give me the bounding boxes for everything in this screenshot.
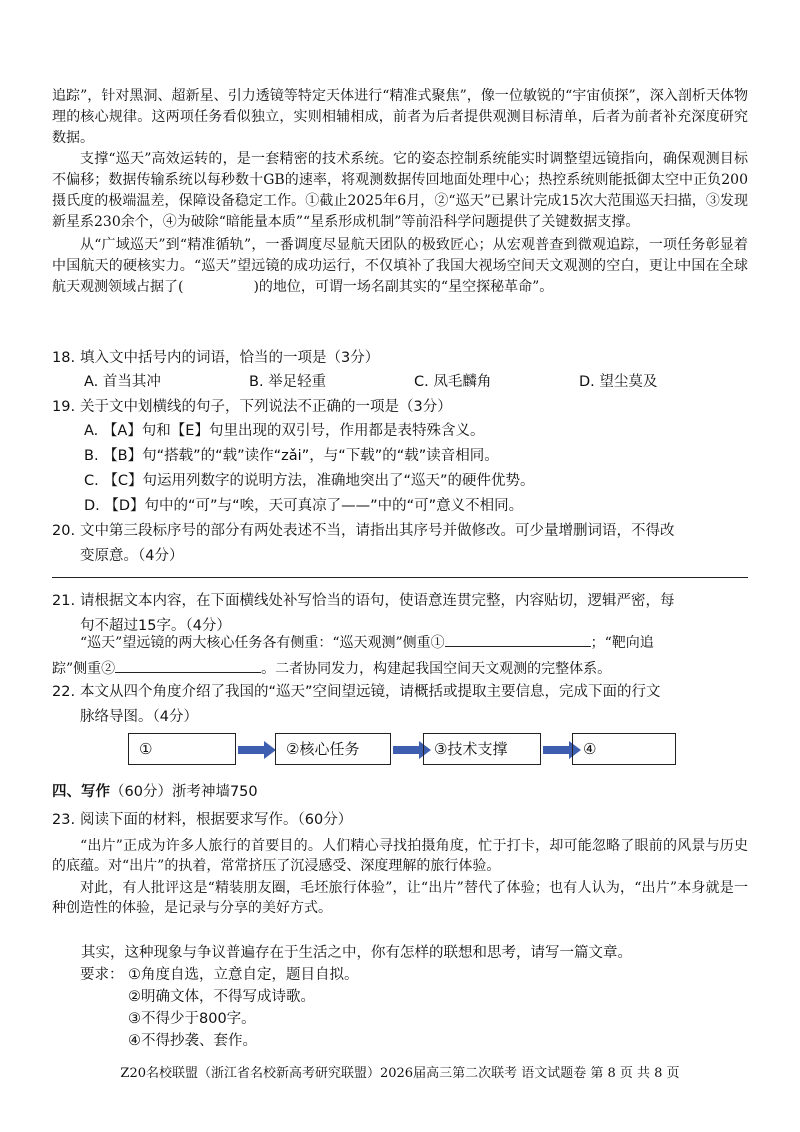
option-a: A. 【A】句和【E】句里出现的双引号，作用都是表特殊含义。 [84,423,485,439]
passage [52,86,748,298]
requirement-3: ③不得少于800字。 [128,1011,256,1027]
question-stem: 关于文中划横线的句子，下列说法不正确的一项是（3分） [80,399,452,415]
fill-text-a: “巡天”望远镜的两大核心任务各有侧重：“巡天观测”侧重① [80,635,445,651]
question-22 [52,680,752,730]
flow-box-1[interactable]: ① [128,733,236,765]
passage-paragraph-3: 从“广域巡天”到“精准循轨”，一番调度尽显航天团队的极致匠心；从宏观普查到微观追踪，一项任务彰显着中国航天的硬核实力。“巡天”望远镜的成功运行，不仅填补了我国大视场空间天文观测的空白，更让中国在全球航天观测领域占据了( )的地位，可谓一场名副其实的“星空探秘革命”。 [52,237,748,295]
question-18 [52,346,752,371]
material-paragraph-2: 对此，有人批评这是“精装朋友圈，毛坯旅行体验”，让“出片”替代了体验；也有人认为，“出片”本身就是一种创造性的体验，是记录与分享的美好方式。 [52,880,748,916]
question-stem: 文中第三段标序号的部分有两处表述不当，请指出其序号并做修改。可少量增删词语，不得改 [80,523,675,539]
arrow-right-icon [238,741,276,759]
blank-1[interactable] [445,632,591,647]
requirement-2: ②明确文体，不得写成诗歌。 [128,989,315,1005]
option-b: B. 举足轻重 [249,374,327,390]
question-21-fill-text [52,630,748,682]
passage-paragraph-1: 追踪”，针对黑洞、超新星、引力透镜等特定天体进行“精准式聚焦”，像一位敏锐的“宇宙侦探”，深入剖析天体物理的核心规律。这两项任务看似独立，实则相辅相成，前者为后者提供观测目标清单，后者为前者补充深度研究数据。 [52,88,748,146]
requirements-label: 要求： [80,967,124,983]
question-23 [52,808,752,833]
flow-box-4[interactable]: ④ [572,733,676,765]
section-4-heading [52,780,752,805]
question-stem: 填入文中括号内的词语，恰当的一项是（3分） [80,350,380,366]
question-18-options [84,370,744,395]
question-stem: 请根据文本内容，在下面横线处补写恰当的语句，使语意连贯完整，内容贴切，逻辑严密，每 [80,593,675,609]
blank-2[interactable] [115,658,261,673]
material-paragraph-1: “出片”正成为许多人旅行的首要目的。人们精心寻找拍摄角度，忙于打卡，却可能忽略了眼前的风景与历史的底蕴。对“出片”的执着，常常挤压了沉浸感受、深度理解的旅行体验。 [52,838,748,874]
fill-text-c: 踪”侧重② [52,661,116,677]
section-score: （60分） [110,784,172,800]
fill-text-b: ；“靶向追 [590,635,654,651]
option-b: B. 【B】句“搭载”的“载”读作“zǎi”，与“下载”的“载”读音相同。 [84,448,499,464]
question-stem: 阅读下面的材料，根据要求写作。（60分） [80,812,353,828]
question-stem-continued: 脉络导图。（4分） [80,709,198,725]
option-a: A. 首当其冲 [84,374,161,390]
requirement-4: ④不得抄袭、套作。 [128,1033,257,1049]
question-number: 23. [52,812,76,828]
flow-box-2: ②核心任务 [275,733,391,765]
question-number: 20. [52,523,76,539]
flow-box-3: ③技术支撑 [423,733,541,765]
question-number: 21. [52,593,76,609]
question-stem-continued: 句不超过15字。（4分） [80,618,231,634]
section-note: 浙考神墙750 [171,784,258,800]
question-19 [52,395,752,420]
material-prompt: 其实，这种现象与争议普遍存在于生活之中，你有怎样的联想和思考，请写一篇文章。 [81,945,632,961]
question-number: 22. [52,684,76,700]
requirements [52,964,748,1052]
question-number: 19. [52,399,76,415]
material [52,836,748,918]
question-number: 18. [52,350,76,366]
fill-text-d: 。二者协同发力，构建起我国空间天文观测的完整体系。 [261,661,612,677]
section-title: 四、写作 [52,784,110,800]
answer-line [52,577,748,578]
question-stem-continued: 变原意。（4分） [80,548,184,564]
option-d: D. 望尘莫及 [579,374,658,390]
question-stem: 本文从四个角度介绍了我国的“巡天”空间望远镜，请概括或提取主要信息，完成下面的行文 [80,684,661,700]
passage-paragraph-2: 支撑“巡天”高效运转的，是一套精密的技术系统。它的姿态控制系统能实时调整望远镜指向，确保观测目标不偏移；数据传输系统以每秒数十GB的速率，将观测数据传回地面处理中心；热控系统则能抵御太空中正负200摄氏度的极端温差，保障设备稳定工作。①截止2025年6月，②“巡天”已累计完成15次大范围巡天扫描，③发现新星系230余个，④为破除“暗能量本质”“星系形成机制”等前沿科学问题提供了关键数据支撑。 [52,151,748,230]
page-footer: Z20名校联盟（浙江省名校新高考研究联盟）2026届高三第二次联考 语文试题卷 第 8 页 共 8 页 [120,1066,680,1081]
option-c: C. 【C】句运用列数字的说明方法，准确地突出了“巡天”的硬件优势。 [84,473,535,489]
option-c: C. 凤毛麟角 [414,374,492,390]
question-20 [52,519,752,569]
option-d: D. 【D】句中的“可”与“唉，天可真凉了——”中的“可”意义不相同。 [84,498,524,514]
requirement-1: ①角度自选，立意自定，题目自拟。 [128,967,359,983]
